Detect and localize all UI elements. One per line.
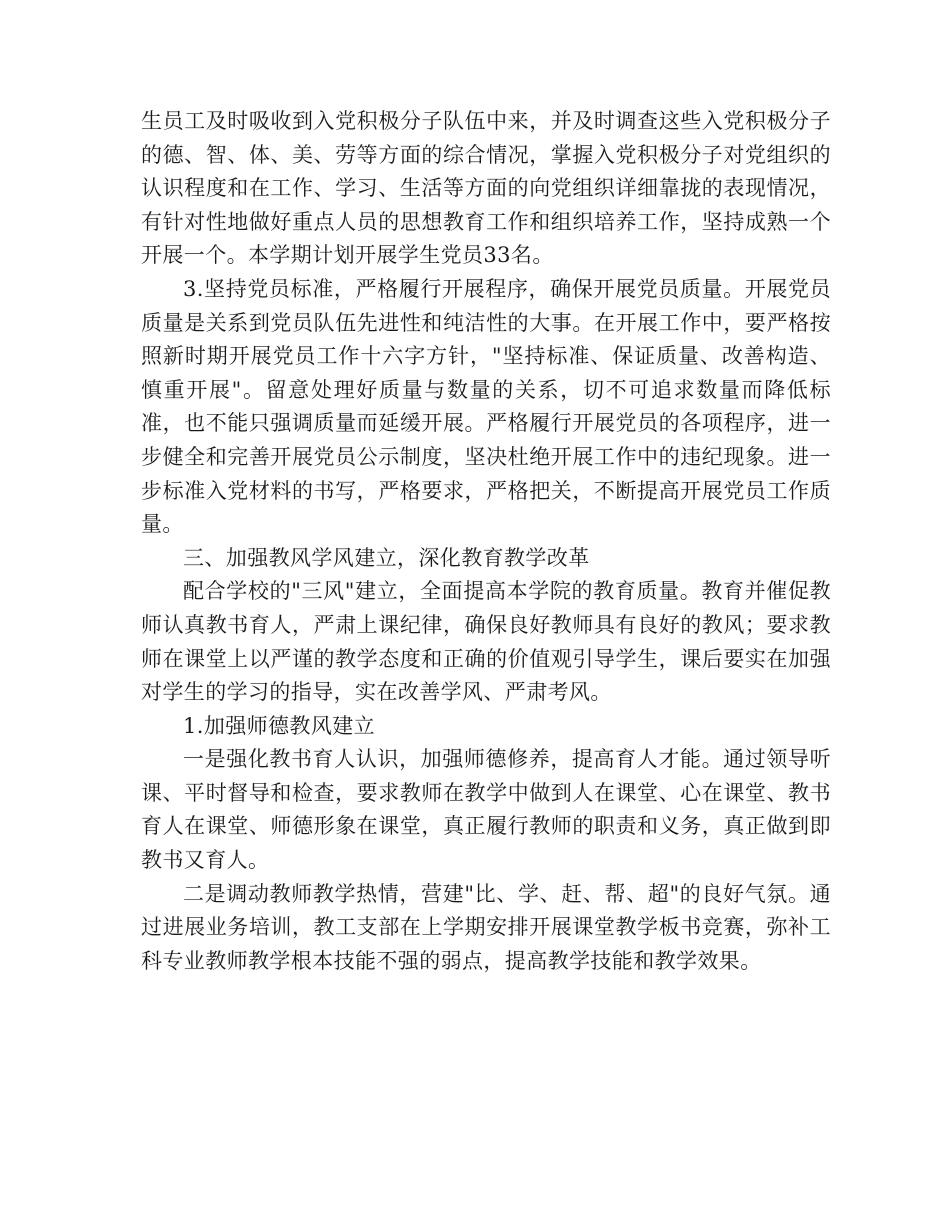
paragraph-7: 二是调动教师教学热情，营建"比、学、赶、帮、超"的良好气氛。通过进展业务培训，教工支部在上学期安排开展课堂教学板书竞赛，弥补工科专业教师教学根本技能不强的弱点，提高教学技能和教学效果。 — [141, 881, 831, 973]
section-heading-3: 三、加强教风学风建立，深化教育教学改革 — [183, 545, 590, 570]
paragraph-1: 生员工及时吸收到入党积极分子队伍中来，并及时调查这些入党积极分子的德、智、体、美、劳等方面的综合情况，掌握入党积极分子对党组织的认识程度和在工作、学习、生活等方面的向党组织详细靠拢的表现情况，有针对性地做好重点人员的思想教育工作和组织培养工作，坚持成熟一个开展一个。本学期计划开展学生党员33名。 — [141, 109, 831, 268]
subsection-heading-1: 1.加强师德教风建立 — [183, 713, 376, 738]
paragraph-4: 配合学校的"三风"建立，全面提高本学院的教育质量。教育并催促教师认真教书育人，严肃上课纪律，确保良好教师具有良好的教风；要求教师在课堂上以严谨的教学态度和正确的价值观引导学生，课后要实在加强对学生的学习的指导，实在改善学风、严肃考风。 — [141, 579, 831, 705]
paragraph-2: 3.坚持党员标准，严格履行开展程序，确保开展党员质量。开展党员质量是关系到党员队伍先进性和纯洁性的大事。在开展工作中，要严格按照新时期开展党员工作十六字方针，"坚持标准、保证质量、改善构造、慎重开展"。留意处理好质量与数量的关系，切不可追求数量而降低标准，也不能只强调质量而延缓开展。严格履行开展党员的各项程序，进一步健全和完善开展党员公示制度，坚决杜绝开展工作中的违纪现象。进一步标准入党材料的书写，严格要求，严格把关，不断提高开展党员工作质量。 — [141, 276, 831, 537]
paragraph-6: 一是强化教书育人认识，加强师德修养，提高育人才能。通过领导听课、平时督导和检查，要求教师在教学中做到人在课堂、心在课堂、教书育人在课堂、师德形象在课堂，真正履行教师的职责和义务，真正做到即教书又育人。 — [141, 747, 831, 873]
document-body — [141, 105, 831, 978]
